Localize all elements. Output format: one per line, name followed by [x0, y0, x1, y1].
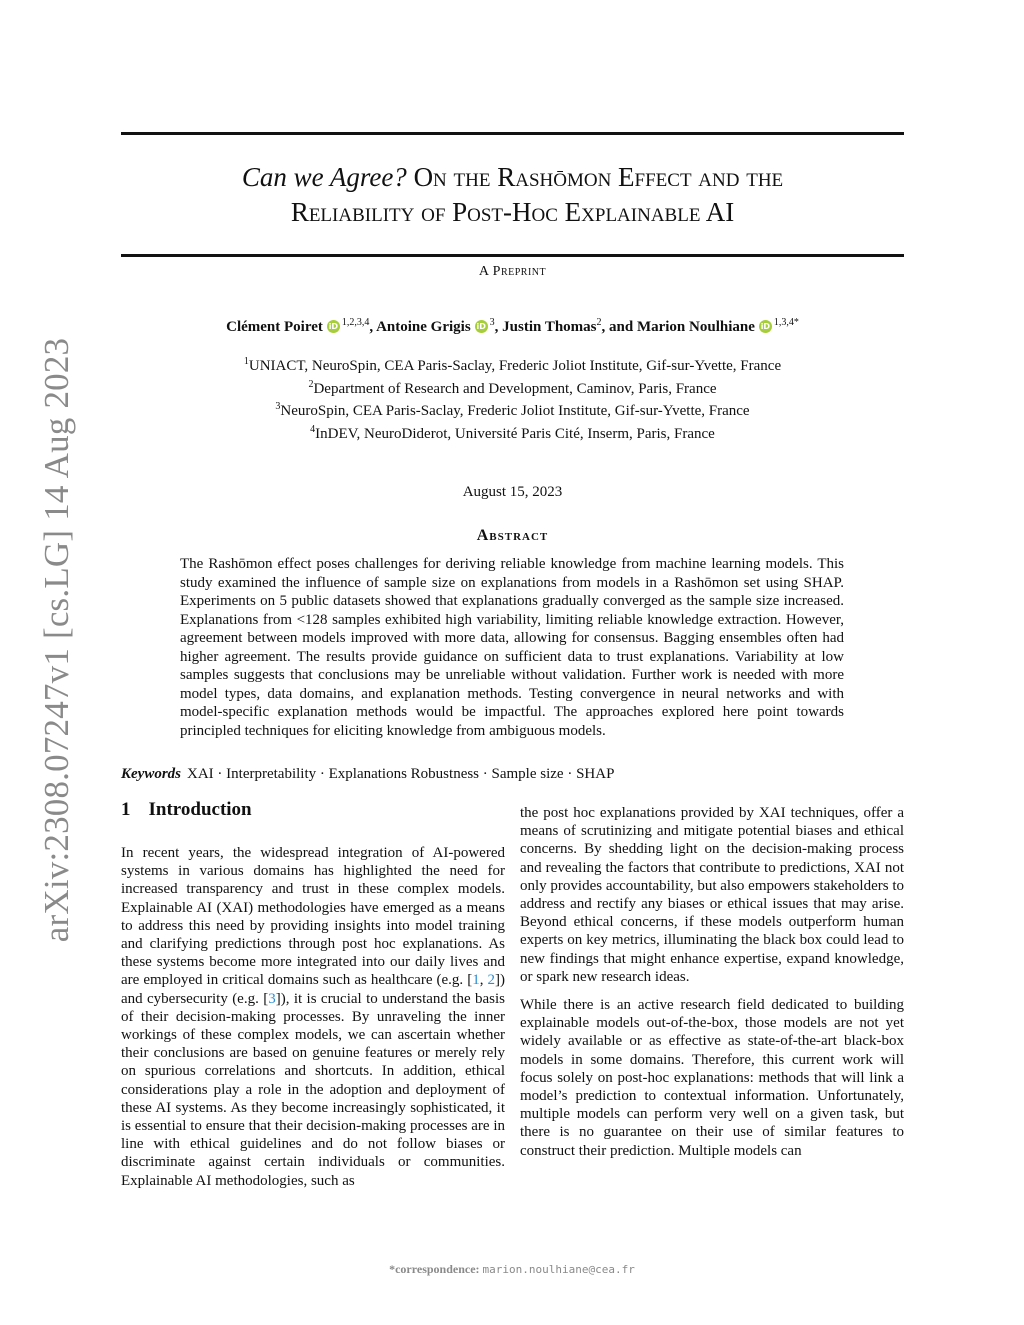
affiliation-number: 3 [275, 401, 281, 412]
author-name: Marion Noulhiane [636, 319, 755, 335]
body-paragraph: the post hoc explanations provided by XAI techniques, offer a means of scrutinizing and mitigate potential biases and ethical concerns. By shedding light on the decision-making process and revealing the factors that contribute to predictions, XAI not only provides accountability, but also empowers stakeholders to address and rectify any biases or ethical issues that may arise. Beyond ethical concerns, if these models outperform human experts on key metrics, illuminating the black box could lead to new findings that might enhance expertise, expand knowledge, or spark new research ideas. [520, 805, 904, 985]
author-affiliation: 1,3,4* [773, 317, 799, 328]
body-text: ]) and cybersecurity (e.g. [ [121, 972, 506, 1007]
author-separator: , [369, 319, 377, 335]
author-name: Antoine Grigis [376, 319, 471, 335]
footnote-label: *correspondence: [389, 1262, 480, 1276]
keywords [121, 766, 904, 783]
affiliation-line [121, 398, 904, 421]
title-italic: Can we Agree? [241, 162, 407, 192]
top-rule [121, 132, 904, 135]
arxiv-identifier: arXiv:2308.07247v1 [cs.LG] 14 Aug 2023 [37, 337, 76, 943]
author-separator: , [494, 319, 503, 335]
preprint-label: A Preprint [478, 264, 547, 279]
title-line2: Reliability of Post-Hoc Explainable AI [290, 197, 735, 227]
body-text: In recent years, the widespread integration of AI-powered systems in various domains has highlighted the need for increased transparency and trust in these complex models. Explainable AI (XAI) methodologies have emerged as a means to address this need by providing insights into model training and clarifying predictions through post hoc explanations. As these systems become more integrated into our daily lives and are employed in critical domains such as healthcare (e.g. [ [121, 845, 505, 989]
keywords-list: XAI · Interpretability · Explanations Robustness · Sample size · SHAP [187, 766, 615, 782]
intro-right-column [520, 804, 904, 1170]
author-affiliation: 2 [596, 317, 602, 328]
section-number: 1 [121, 799, 131, 820]
intro-left-column [121, 844, 505, 1190]
author-name: Justin Thomas [502, 319, 597, 335]
affiliation-text: UNIACT, NeuroSpin, CEA Paris-Saclay, Frederic Joliot Institute, Gif-sur-Yvette, France [248, 358, 782, 374]
affiliation-number: 2 [308, 378, 314, 390]
body-text: ]), it is crucial to understand the basis of their decision-making processes. By unraveling the inner workings of these complex models, we can ascertain whether their conclusions are based on genuine features or merely rely on spurious correlations and shortcuts. In addition, ethical considerations play a role in the adoption and deployment of these AI systems. As they become increasingly sophisticated, it is essential to ensure that their decision-making processes are in line with ethical guidelines and do not follow biases or discriminate against certain individuals or communities. Explainable AI methodologies, such as [121, 990, 505, 1189]
orcid-icon[interactable]: iD [476, 322, 486, 331]
affiliations [121, 353, 904, 443]
correspondence-email[interactable]: marion.noulhiane@cea.fr [482, 1263, 635, 1276]
title-line1: On the Rashōmon Effect and the [413, 162, 784, 192]
keywords-label: Keywords [121, 766, 181, 782]
section-title: Introduction [148, 799, 252, 820]
affiliation-number: 1 [243, 356, 249, 367]
orcid-icon[interactable]: iD [328, 322, 339, 331]
author-affiliation: 1,2,3,4 [341, 317, 370, 328]
author-affiliation: 3 [489, 317, 495, 328]
affiliation-line [121, 376, 904, 399]
affiliation-text: InDEV, NeuroDiderot, Université Paris Cité, Inserm, Paris, France [315, 425, 715, 442]
abstract-text: The Rashōmon effect poses challenges for deriving reliable knowledge from machine learning models. This study examined the influence of sample size on explanations from models in a Rashōmon set using SHAP. Experiments on 5 public datasets showed that explanations gradually converged as the sample size increased. Explanations from <128 samples exhibited high variability, limiting reliable knowledge extraction. However, agreement between models improved with more data, allowing for consensus. Bagging ensembles often had higher agreement. The results provide guidance on sufficient data to trust explanations. Variability at low samples suggests that conclusions may be unreliable without validation. Further work is needed with more model types, data domains, and explanation methods. Testing convergence in neural networks and with model-specific explanation methods would be impactful. The approaches explored here point towards principled techniques for eliciting knowledge from ambiguous models. [180, 556, 844, 739]
affiliation-text: Department of Research and Development, Caminov, Paris, France [313, 380, 717, 397]
body-paragraph: While there is an active research field dedicated to building explainable models out-of-the-box, those models are not yet widely available or as effective as state-of-the-art black-box models in some domains. Therefore, this current work will focus solely on post-hoc explanations: methods that will link a model’s prediction to contextual information. Unfortunately, multiple models can perform very well on a given task, but there is no guarantee on their use of similar features to construct their prediction. Multiple models can [520, 997, 904, 1159]
citation-link[interactable]: 2 [487, 972, 496, 989]
citation-link[interactable]: 1 [472, 972, 480, 989]
affiliation-number: 4 [310, 423, 316, 435]
paper-title [121, 160, 904, 230]
author-separator: , and [601, 319, 637, 335]
body-text: , [479, 972, 488, 989]
publication-date: August 15, 2023 [462, 484, 563, 500]
correspondence-footnote [0, 1262, 1024, 1277]
affiliation-line [121, 421, 904, 444]
author-name: Clément Poiret [226, 319, 323, 335]
orcid-icon[interactable]: iD [760, 322, 771, 331]
affiliation-line [121, 353, 904, 376]
bottom-rule [121, 254, 904, 257]
abstract-heading: Abstract [476, 527, 549, 544]
author-list [121, 317, 904, 336]
citation-link[interactable]: 3 [268, 990, 276, 1007]
affiliation-text: NeuroSpin, CEA Paris-Saclay, Frederic Joliot Institute, Gif-sur-Yvette, France [280, 403, 750, 419]
section-heading [121, 799, 252, 821]
